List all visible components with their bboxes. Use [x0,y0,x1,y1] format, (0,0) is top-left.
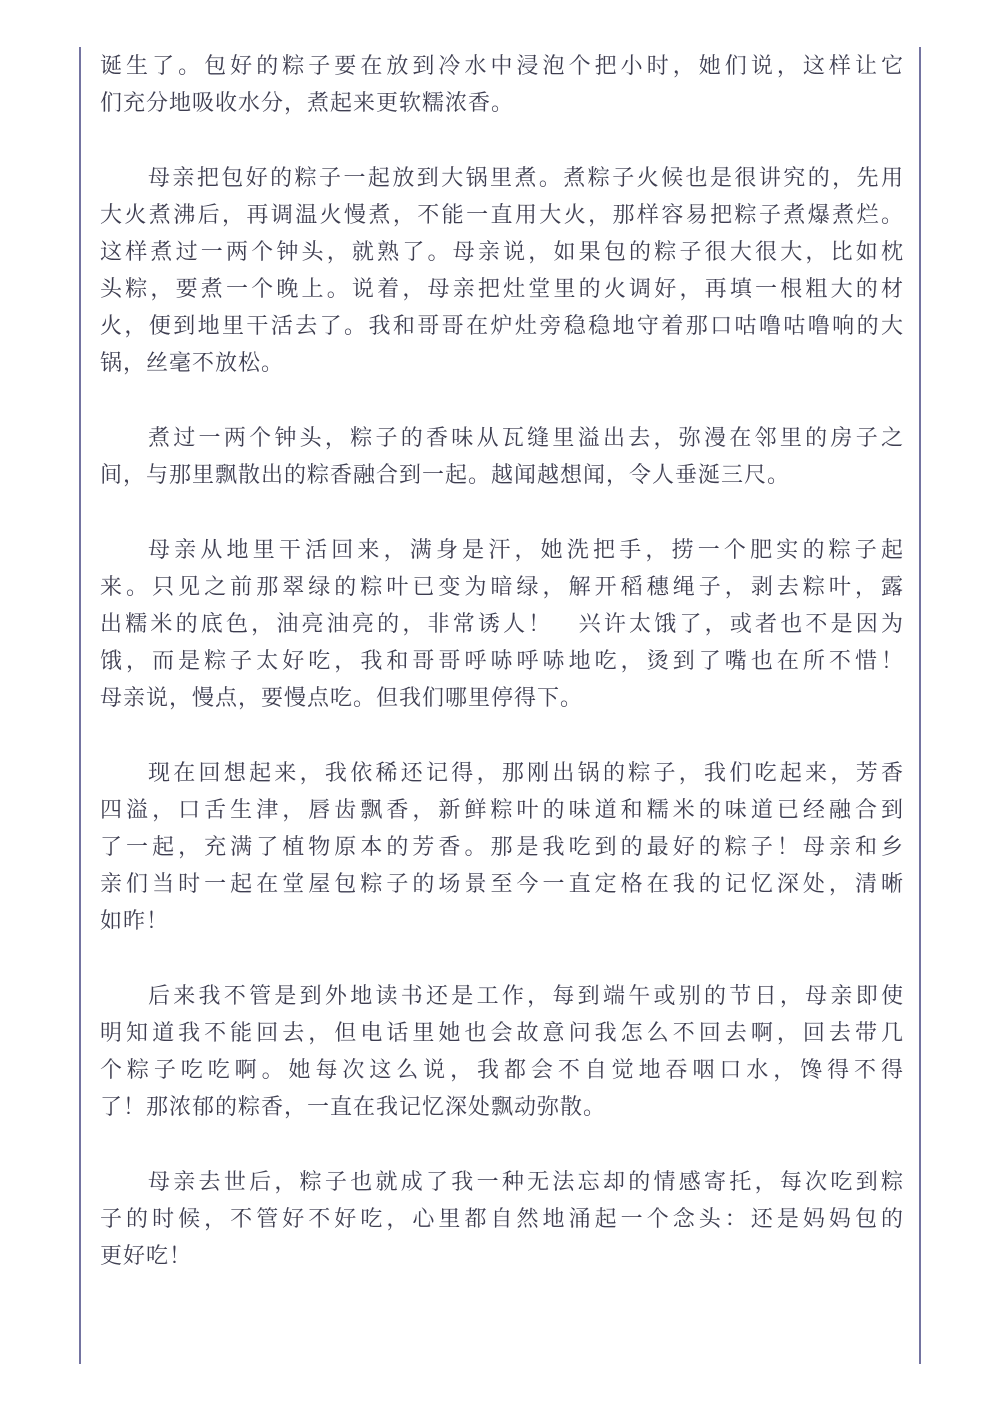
text-line: 母亲把包好的粽子一起放到大锅里煮。煮粽子火候也是很讲究的，先用 [148,165,904,190]
text-line: 更好吃！ [100,1243,193,1268]
text-line: 出糯米的底色，油亮油亮的，非常诱人！ 兴许太饿了，或者也不是因为 [100,611,904,636]
text-line: 了！那浓郁的粽香，一直在我记忆深处飘动弥散。 [100,1094,607,1119]
text-line: 头粽，要煮一个晚上。说着，母亲把灶堂里的火调好，再填一根粗大的材 [100,276,904,301]
text-line: 火，便到地里干活去了。我和哥哥在炉灶旁稳稳地守着那口咕噜咕噜响的大 [100,313,904,338]
paragraph [100,754,904,939]
paragraph [100,977,904,1125]
text-line: 如昨！ [100,908,170,933]
text-line: 子的时候，不管好不好吃，心里都自然地涌起一个念头：还是妈妈包的 [100,1206,904,1231]
text-line: 现在回想起来，我依稀还记得，那刚出锅的粽子，我们吃起来，芳香 [148,760,904,785]
text-line: 亲们当时一起在堂屋包粽子的场景至今一直定格在我的记忆深处，清晰 [100,871,904,896]
text-line: 了一起，充满了植物原本的芳香。那是我吃到的最好的粽子！母亲和乡 [100,834,904,859]
text-line: 诞生了。包好的粽子要在放到冷水中浸泡个把小时，她们说，这样让它 [100,53,904,78]
text-line: 明知道我不能回去，但电话里她也会故意问我怎么不回去啊，回去带几 [100,1020,904,1045]
page-border-right [919,47,921,1364]
text-line: 后来我不管是到外地读书还是工作，每到端午或别的节日，母亲即使 [148,983,904,1008]
text-line: 间，与那里飘散出的粽香融合到一起。越闻越想闻，令人垂涎三尺。 [100,462,791,487]
text-line: 这样煮过一两个钟头，就熟了。母亲说，如果包的粽子很大很大，比如枕 [100,239,904,264]
paragraph [100,419,904,493]
text-line: 个粽子吃吃啊。她每次这么说，我都会不自觉地吞咽口水，馋得不得 [100,1057,904,1082]
text-line: 大火煮沸后，再调温火慢煮，不能一直用大火，那样容易把粽子煮爆煮烂。 [100,202,904,227]
text-line: 煮过一两个钟头，粽子的香味从瓦缝里溢出去，弥漫在邻里的房子之 [148,425,904,450]
text-line: 们充分地吸收水分，煮起来更软糯浓香。 [100,90,515,115]
paragraph [100,159,904,381]
paragraph [100,1163,904,1274]
text-line: 母亲说，慢点，要慢点吃。但我们哪里停得下。 [100,685,584,710]
text-line: 锅，丝毫不放松。 [100,350,285,375]
text-line: 母亲从地里干活回来，满身是汗，她洗把手，捞一个肥实的粽子起 [148,537,904,562]
paragraph [100,531,904,716]
text-line: 来。只见之前那翠绿的粽叶已变为暗绿，解开稻穗绳子，剥去粽叶，露 [100,574,904,599]
paragraph [100,47,904,121]
essay-body [100,47,904,1312]
page-border-left [79,47,81,1364]
text-line: 饿，而是粽子太好吃，我和哥哥呼哧呼哧地吃，烫到了嘴也在所不惜！ [100,648,904,673]
text-line: 母亲去世后，粽子也就成了我一种无法忘却的情感寄托，每次吃到粽 [148,1169,904,1194]
text-line: 四溢，口舌生津，唇齿飘香，新鲜粽叶的味道和糯米的味道已经融合到 [100,797,904,822]
